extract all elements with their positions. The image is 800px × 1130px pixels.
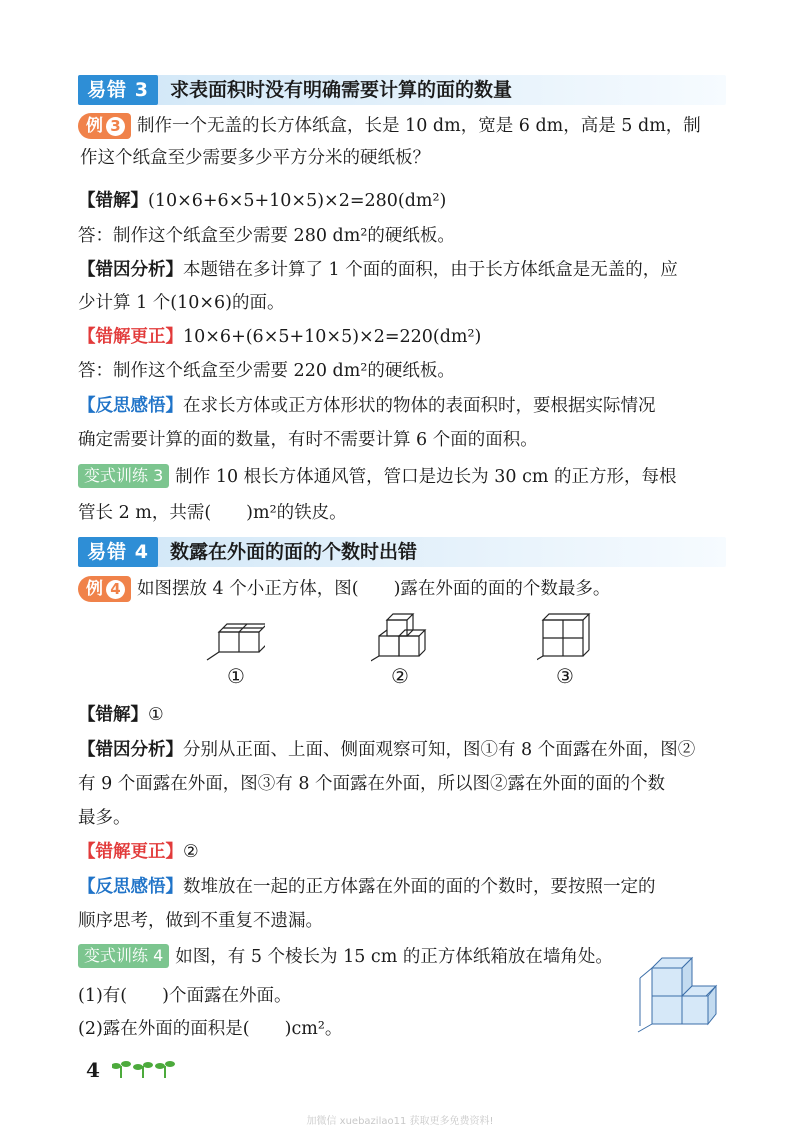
example-3-badge: 例 3 [78,113,131,139]
example-4-text: 如图摆放 4 个小正方体，图( )露在外面的面的个数最多。 [137,579,611,599]
wrong-solution-3-label: 【错解】 [78,191,148,211]
analysis-3-line-2: 少计算 1 个(10×6)的面。 [78,293,285,313]
wrong-solution-3-answer: 答：制作这个纸盒至少需要 280 dm²的硬纸板。 [78,226,455,246]
sprout-decoration-icon [112,1058,176,1080]
reflection-4-label: 【反思感悟】 [78,877,183,897]
training-4-line-1 [78,944,613,970]
analysis-4-line-3: 最多。 [78,808,131,828]
analysis-3-label: 【错因分析】 [78,260,183,280]
figure-1-label: ① [227,664,245,688]
page-number: 4 [86,1058,100,1082]
analysis-4-label: 【错因分析】 [78,740,183,760]
example-3-number: 3 [106,117,125,136]
section-4-title: 数露在外面的面的个数时出错 [170,541,418,563]
figure-3-label: ③ [556,664,574,688]
reflection-3-text-1: 在求长方体或正方体形状的物体的表面积时，要根据实际情况 [183,396,656,416]
section-4-header [78,537,726,567]
analysis-3-text-1: 本题错在多计算了 1 个面的面积，由于长方体纸盒是无盖的，应 [183,260,678,280]
correction-4-label: 【错解更正】 [78,842,183,862]
wrong-solution-4 [78,702,164,728]
analysis-4-line-1 [78,737,695,763]
example-3-text-1: 制作一个无盖的长方体纸盒，长是 10 dm，宽是 6 dm，高是 5 dm，制 [137,116,701,136]
example-4-number: 4 [106,580,125,599]
training-4-question-2: (2)露在外面的面积是( )cm²。 [78,1019,343,1039]
reflection-3-label: 【反思感悟】 [78,396,183,416]
section-3-header [78,75,726,105]
training-3-tag: 变式训练 3 [78,464,169,488]
reflection-4-text-1: 数堆放在一起的正方体露在外面的面的个数时，要按照一定的 [183,877,656,897]
reflection-3-line-1 [78,393,656,419]
cube-figure-3 [537,610,597,664]
example-3-line-2: 作这个纸盒至少需要多少平方分米的硬纸板？ [80,148,430,168]
wrong-solution-4-label: 【错解】 [78,705,148,725]
correction-3 [78,324,481,350]
example-4-line-1 [78,576,610,602]
example-4-badge: 例 4 [78,576,131,602]
cube-figure-1 [205,618,265,664]
stacked-boxes-figure [634,950,720,1034]
reflection-4-line-1 [78,874,656,900]
reflection-3-line-2: 确定需要计算的面的数量，有时不需要计算 6 个面的面积。 [78,430,538,450]
analysis-4-text-1: 分别从正面、上面、侧面观察可知，图①有 8 个面露在外面，图② [183,740,696,760]
wrong-solution-4-text: ① [148,705,164,725]
figure-2-label: ② [391,664,409,688]
example-3-line-1 [78,113,701,139]
training-3-line-1 [78,464,677,490]
training-3-line-2: 管长 2 m，共需( )m²的铁皮。 [78,503,347,523]
section-3-tag: 易错 3 [78,75,158,105]
footer-watermark: 加微信 xuebazilao11 获取更多免费资料! [306,1116,494,1127]
wrong-solution-3 [78,188,446,214]
section-4-tag: 易错 4 [78,537,158,567]
correction-3-answer: 答：制作这个纸盒至少需要 220 dm²的硬纸板。 [78,361,455,381]
training-4-tag: 变式训练 4 [78,944,169,968]
correction-4 [78,839,199,865]
wrong-solution-3-text: (10×6+6×5+10×5)×2=280(dm²) [148,191,447,211]
section-3-title: 求表面积时没有明确需要计算的面的数量 [170,79,513,101]
reflection-4-line-2: 顺序思考，做到不重复不遗漏。 [78,911,323,931]
training-4-question-1: (1)有( )个面露在外面。 [78,986,292,1006]
correction-3-text: 10×6+(6×5+10×5)×2=220(dm²) [183,327,482,347]
cube-figure-2 [371,610,431,664]
analysis-4-line-2: 有 9 个面露在外面，图③有 8 个面露在外面，所以图②露在外面的面的个数 [78,774,666,794]
training-4-text-1: 如图，有 5 个棱长为 15 cm 的正方体纸箱放在墙角处。 [175,947,613,967]
training-3-text-1: 制作 10 根长方体通风管，管口是边长为 30 cm 的正方形，每根 [175,467,677,487]
correction-4-text: ② [183,842,199,862]
correction-3-label: 【错解更正】 [78,327,183,347]
analysis-3-line-1 [78,257,678,283]
